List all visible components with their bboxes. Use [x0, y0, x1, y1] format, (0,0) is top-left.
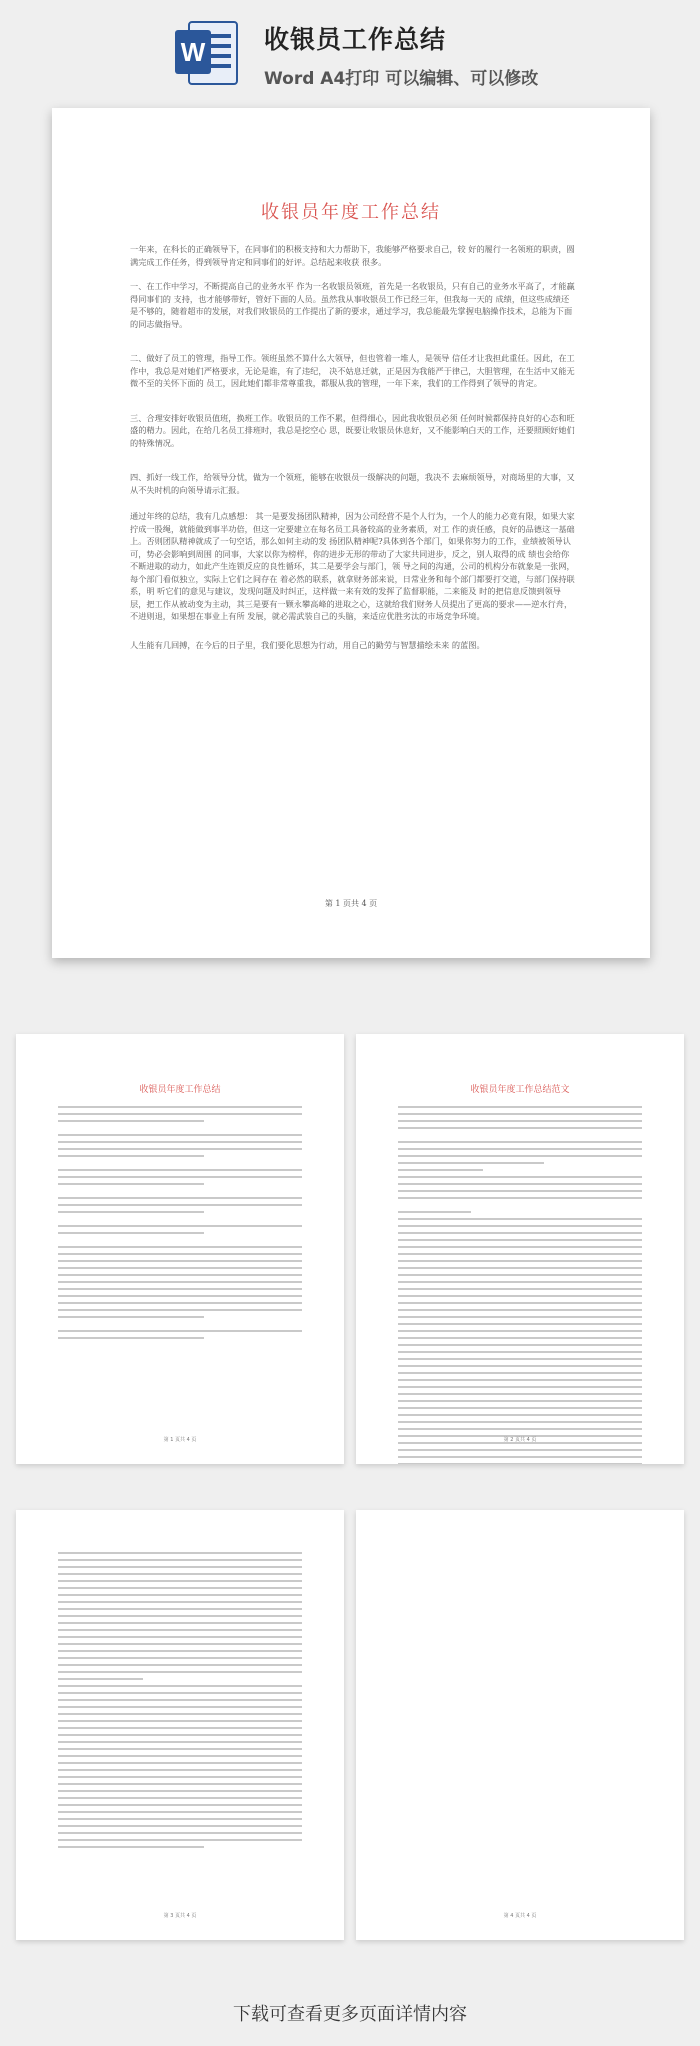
thumbnail-footer: 第 4 页共 4 页	[503, 1913, 537, 1919]
page-thumbnail-1[interactable]	[16, 1034, 344, 1464]
page-thumbnail-3[interactable]	[16, 1510, 344, 1940]
word-doc-icon	[175, 20, 239, 86]
paragraph: 四、抓好一线工作，给领导分忧，做为一个领班，能够在收银员一级解决的问题，我决不 去麻烦领导，对商场里的大事，又从不失时机的向领导请示汇报。	[130, 472, 575, 495]
page-footer: 第 1 页共 4 页	[324, 899, 378, 908]
paragraph: 二、做好了员工的管理，指导工作。领班虽然不算什么大领导，但也管着一堆人，是领导 信任才让我担此重任。因此，在工作中，我总是对她们严格要求，无论是谁，有了违纪， 决不姑息迁就，正是因为我能严于律己，大胆管理，在生活中又能无微不至的关怀下面的 员工，因此她们都非常尊重我，都服从我的管理，一年下来，我们的工作得到了领导的肯定。	[130, 353, 575, 388]
document-body	[130, 243, 576, 663]
header-title: 收银员工作总结	[264, 25, 447, 54]
thumbnail-text-lines	[398, 1106, 642, 1464]
thumbnail-text-lines	[58, 1106, 302, 1344]
paragraph: 三、合理安排好收银员值班，换班工作。收银员的工作不累，但得细心，因此我收银员必须 任何时候都保持良好的心态和旺盛的精力。因此，在给几名员工排班时，我总是挖空心 思，既要让收银员休息好，又不能影响白天的工作，还要照顾好她们的特殊情况。	[130, 412, 575, 448]
paragraph: 一年来，在科长的正确领导下，在同事们的积极支持和大力帮助下，我能够严格要求自己，较 好的履行一名领班的职责，圆满完成工作任务，得到领导肯定和同事们的好评。总结起来收获 很多。	[130, 244, 575, 267]
download-more-caption[interactable]: 下载可查看更多页面详情内容	[233, 2004, 467, 2025]
thumbnail-footer: 第 2 页共 4 页	[503, 1437, 537, 1443]
page-thumbnail-4[interactable]	[356, 1510, 684, 1940]
document-page-preview	[52, 108, 650, 958]
paragraph: 一、在工作中学习，不断提高自己的业务水平 作为一名收银员领班，首先是一名收银员，只有自己的业务水平高了，才能赢得同事们的 支持，也才能够带好，管好下面的人员。虽然我从事收银员工作已经三年，但我每一天的 成绩，但这些成绩还是不够的，随着超市的发展，对我们收银员的工作提出了新的要求，通过学习，我总能最先掌握电脑操作技术，总能为下面的同志做指导。	[130, 281, 575, 329]
thumbnail-footer: 第 1 页共 4 页	[163, 1437, 197, 1443]
thumbnail-text-lines	[58, 1552, 302, 1853]
svg-text:W: W	[180, 37, 206, 67]
page-thumbnail-2[interactable]	[356, 1034, 684, 1464]
thumbnail-title: 收银员年度工作总结范文	[470, 1085, 570, 1095]
paragraph: 通过年终的总结，我有几点感想： 其一是要发扬团队精神，因为公司经营不是个人行为，一个人的能力必竟有限，如果大家 拧成一股绳，就能做到事半功倍，但这一定要建立在每名员工具备较高的业务素质，对工 作的责任感，良好的品德这一基础上。否则团队精神就成了一句空话，那么如何主动的发 扬团队精神呢?具体到各个部门，如果你努力的工作，业绩被领导认可，势必会影响到周围 的同事，大家以你为榜样，你的进步无形的带动了大家共同进步，反之，别人取得的成 绩也会给你不断进取的动力，如此产生连锁反应的良性循环，其二是要学会与部门，领 导之间的沟通，公司的机构分布就象是一张网，每个部门看似独立，实际上它们之间存在 着必然的联系，就拿财务部来说，日常业务和每个部门都要打交道，与部门保持联系，明 听它们的意见与建议，发现问题及时纠正，这样做一来有效的发挥了监督职能，二来能及 时的把信息反馈到领导层，把工作从被动变为主动，其三是要有一颗永攀高峰的进取之心，这就给我们财务人员提出了更高的要求——逆水行舟，不进则退，如果想在事业上有所 发展，就必需武装自己的头脑，来适应优胜劣汰的市场竞争环境。	[130, 511, 575, 621]
thumbnail-footer: 第 3 页共 4 页	[163, 1913, 197, 1919]
header	[0, 0, 700, 100]
header-subtitle: Word A4打印 可以编辑、可以修改	[264, 69, 539, 89]
paragraph: 人生能有几回搏，在今后的日子里，我们要化思想为行动，用自己的勤劳与智慧描绘未来 的蓝图。	[130, 639, 485, 650]
thumbnail-title: 收银员年度工作总结	[139, 1085, 221, 1095]
document-title: 收银员年度工作总结	[261, 202, 441, 223]
